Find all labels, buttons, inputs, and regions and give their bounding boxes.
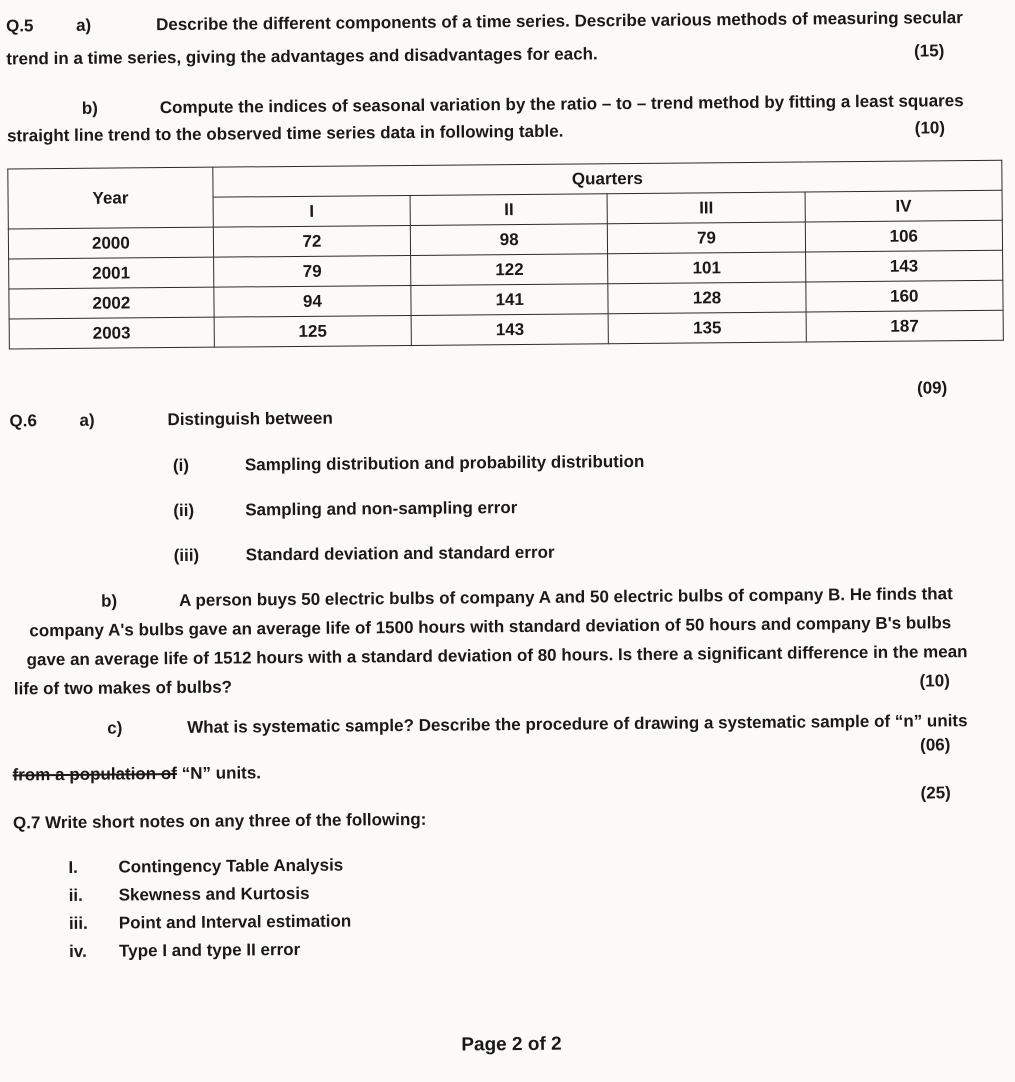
- page-number: Page 2 of 2: [461, 1033, 562, 1056]
- q6a-item-i: [10, 448, 1003, 479]
- table-cell: 128: [608, 282, 806, 314]
- q7-item-2-num: ii.: [68, 885, 83, 905]
- q6b-text-line1: A person buys 50 electric bulbs of company A and 50 electric bulbs of company B. He finds that: [178, 584, 953, 610]
- q6b-text-line2: company A's bulbs gave an average life of 1500 hours with standard deviation of 50 hours and company B's bulbs: [29, 613, 952, 641]
- q7-item-2-text: Skewness and Kurtosis: [118, 883, 310, 905]
- q6b-part-label: b): [100, 591, 118, 611]
- q5a-line1: [6, 7, 999, 38]
- q5a-line2: [6, 40, 999, 71]
- table-cell: 79: [213, 255, 411, 287]
- quarter-col-header-4: IV: [805, 190, 1003, 222]
- q6b-line1: [11, 583, 1004, 614]
- year-cell: 2001: [9, 257, 214, 289]
- q6b-line4: [12, 670, 1005, 701]
- q7-item-2: [14, 877, 1007, 908]
- table-cell: 160: [806, 280, 1004, 312]
- page-footer: [15, 1029, 1008, 1062]
- item-iii-num: (iii): [173, 545, 200, 566]
- q6c-marks: (06): [920, 735, 951, 755]
- table-cell: 72: [213, 225, 411, 257]
- q5b-line1: [7, 90, 1000, 121]
- q7-item-1-text: Contingency Table Analysis: [118, 855, 344, 877]
- q7-item-4: [14, 933, 1007, 964]
- table-cell: 187: [806, 310, 1004, 342]
- q7-item-3-text: Point and Interval estimation: [118, 911, 352, 933]
- q7-marks: (25): [920, 783, 951, 803]
- q5a-text-line2: trend in a time series, giving the advantages and disadvantages for each.: [6, 44, 598, 69]
- q6b-text-line3: gave an average life of 1512 hours with a standard deviation of 80 hours. Is there a significant difference in the mean: [26, 642, 968, 670]
- q7-item-1: [13, 849, 1006, 880]
- q5b-line2: [7, 117, 1000, 148]
- q7-item-4-num: iv.: [69, 941, 87, 961]
- table-cell: 125: [214, 315, 412, 347]
- quarter-col-header-2: II: [410, 194, 608, 226]
- q6a-item-ii: [10, 493, 1003, 524]
- q5a-part-label: a): [75, 15, 92, 35]
- q6a-line: [9, 402, 1002, 433]
- item-ii-num: (ii): [173, 500, 195, 521]
- quarter-col-header-1: I: [213, 195, 411, 227]
- q6b-text-line4: life of two makes of bulbs?: [13, 677, 233, 699]
- q5b-text-line1: Compute the indices of seasonal variation by the ratio – to – trend method by fitting a least squares: [159, 91, 964, 118]
- item-i-num: (i): [172, 455, 190, 476]
- year-cell: 2002: [9, 287, 214, 319]
- q7-item-3: [14, 905, 1007, 936]
- q6b-line2: [11, 612, 1004, 643]
- seasonal-data-table: [7, 160, 1004, 350]
- q7-item-4-text: Type I and type II error: [119, 939, 301, 961]
- table-cell: 106: [805, 220, 1003, 252]
- table-cell: 143: [411, 314, 609, 346]
- q6a-text: Distinguish between: [167, 408, 333, 430]
- q6b-marks: (10): [919, 671, 950, 691]
- quarter-col-header-3: III: [607, 192, 805, 224]
- table-cell: 79: [608, 222, 806, 254]
- table-cell: 122: [411, 254, 609, 286]
- q5b-text-line2: straight line trend to the observed time series data in following table.: [6, 121, 564, 146]
- q5b-marks: (10): [914, 118, 946, 138]
- item-iii-text: Standard deviation and standard error: [245, 542, 555, 565]
- table-cell: 101: [608, 252, 806, 284]
- table-cell: 143: [805, 250, 1003, 282]
- q6a-item-iii: [11, 538, 1004, 569]
- q6c-struck-text: from a population of: [12, 764, 177, 785]
- q7-heading: Q.7 Write short notes on any three of the following:: [12, 809, 427, 833]
- table-cell: 141: [411, 284, 609, 316]
- q6a-marks: (09): [916, 378, 948, 398]
- q5a-marks: (15): [913, 41, 945, 61]
- q6-label: Q.6: [9, 411, 37, 431]
- q7-item-3-num: iii.: [68, 913, 88, 933]
- q6c-text-line1: What is systematic sample? Describe the procedure of drawing a systematic sample of “n” units: [187, 711, 968, 737]
- q5a-text-line1: Describe the different components of a time series. Describe various methods of measuring secular: [155, 8, 963, 35]
- q6c-part-label: c): [107, 718, 123, 738]
- q6a-part-label: a): [79, 410, 95, 430]
- table-cell: 135: [608, 312, 806, 344]
- quarters-header-cell: Quarters: [213, 160, 1002, 197]
- year-header-cell: Year: [8, 167, 213, 229]
- year-cell: 2000: [8, 227, 213, 259]
- q6b-line3: [11, 641, 1004, 672]
- item-i-text: Sampling distribution and probability distribution: [244, 451, 645, 475]
- table-cell: 94: [214, 285, 412, 317]
- q7-item-1-num: I.: [68, 857, 78, 877]
- year-cell: 2003: [9, 317, 214, 349]
- q5b-part-label: b): [81, 98, 98, 118]
- item-ii-text: Sampling and non-sampling error: [245, 498, 518, 520]
- q6c-text-line2-rest: “N” units.: [176, 763, 262, 784]
- table-cell: 98: [410, 224, 608, 256]
- q5-label: Q.5: [5, 16, 34, 36]
